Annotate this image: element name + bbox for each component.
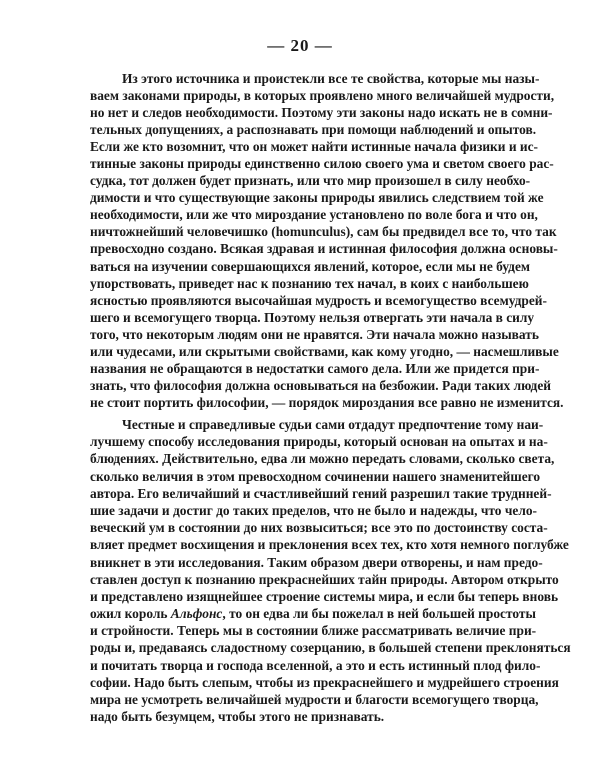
text-line: роды и, предаваясь сладостному созерцанию, в большей степени преклоняться xyxy=(90,640,571,656)
page-number: — 20 — xyxy=(267,36,333,55)
text-line: димости и что существующие законы природы явились следствием той же xyxy=(90,190,544,206)
text-line: и представлено изящнейшее строение системы мира, и если бы теперь вновь xyxy=(90,588,559,604)
paragraph-1 xyxy=(90,70,564,411)
text-line: Честные и справедливые судьи сами отдадут предпочтение тому наи- xyxy=(122,417,544,432)
text-line: ничтожнейший человечишко (homunculus), сам бы предвидел все то, что так xyxy=(90,224,557,240)
text-line: шие задачи и достиг до таких пределов, что не было и надежды, что чело- xyxy=(90,502,537,518)
text-line: лучшему способу исследования природы, который основан на опытах и на- xyxy=(90,434,548,450)
text-line: тельных допущениях, а распознавать при помощи наблюдений и опытов. xyxy=(90,122,537,138)
text-line: ваться на изучении совершающихся явлений, которое, если мы не будем xyxy=(90,258,531,274)
text-line: и почитать творца и господа вселенной, а это и есть истинный плод фило- xyxy=(90,657,541,673)
text-line: тинные законы природы единственно силою своего ума и светом своего рас- xyxy=(90,156,554,172)
text-line: превосходно создано. Всякая здравая и истинная философия должна основы- xyxy=(90,241,558,257)
text-line: ясностью проявляются высочайшая мудрость и всемогущество всемудрей- xyxy=(90,292,547,308)
text-line: автора. Его величайший и счастливейший гений разрешил такие труднней- xyxy=(90,485,552,501)
text-line: необходимости, или же что мироздание установлено по воле бога и что он, xyxy=(90,207,538,223)
text-line: сколько величия в этом превосходном сочинении нашего знаменитейшего xyxy=(90,468,541,484)
text-line: того, что некоторым людям они не нравятся. Эти начала можно называть xyxy=(90,326,539,342)
text-line: блюдениях. Действительно, едва ли можно передать словами, сколько света, xyxy=(90,451,555,467)
italic-name: Альфонс xyxy=(170,606,223,622)
text-line: веческий ум в состоянии до них возвыситься; все это по достоинству соста- xyxy=(90,520,548,536)
text-line: шего и всемогущего творца. Поэтому нельзя отвергать эти начала в силу xyxy=(90,309,535,325)
paragraph-2 xyxy=(90,416,571,725)
text-line: вникнет в эти исследования. Таким образом двери отворены, и нам предо- xyxy=(90,554,543,570)
text-line: не стоит портить философии, — порядок мироздания все равно не изменится. xyxy=(90,394,564,410)
text-line: софии. Надо быть слепым, чтобы из прекраснейшего и мудрейшего строения xyxy=(90,674,559,690)
text-line: ставлен доступ к познанию прекраснейших тайн природы. Автором открыто xyxy=(90,571,559,587)
text-line: названия не обращаются в недостатки самого дела. Или же придется при- xyxy=(90,360,540,376)
text-line: судка, тот должен будет признать, или что мир произошел в силу необхо- xyxy=(90,173,531,189)
text-line: или чудесами, или скрытыми свойствами, как кому угодно, — насмешливые xyxy=(90,343,559,359)
text-line: вляет предмет восхищения и преклонения всех тех, кто хотя немного поглубже xyxy=(90,537,569,553)
text-line: Из этого источника и проистекли все те свойства, которые мы назы- xyxy=(122,71,540,86)
text-line: мира не усмотреть величайшей мудрости и благости всемогущего творца, xyxy=(90,692,539,707)
text-line: надо быть безумцем, чтобы этого не признавать. xyxy=(90,709,385,725)
text-line: упорствовать, приведет нас к познанию тех начал, в коих с наибольшею xyxy=(90,275,529,291)
text-line: и стройности. Теперь мы в состоянии ближе рассматривать величие при- xyxy=(90,623,537,639)
text-line: ожил король Альфонс, то он едва ли бы пожелал в ней большей простоты xyxy=(90,606,536,622)
text-line: ваем законами природы, в которых проявлено много величайшей мудрости, xyxy=(90,88,555,104)
text-line: знать, что философия должна основываться на безбожии. Ради таких людей xyxy=(90,377,551,393)
text-line: но нет и следов необходимости. Поэтому эти законы надо искать не в сомни- xyxy=(90,105,553,121)
text-line: Если же кто возомнит, что он может найти истинные начала физики и ис- xyxy=(90,139,539,155)
